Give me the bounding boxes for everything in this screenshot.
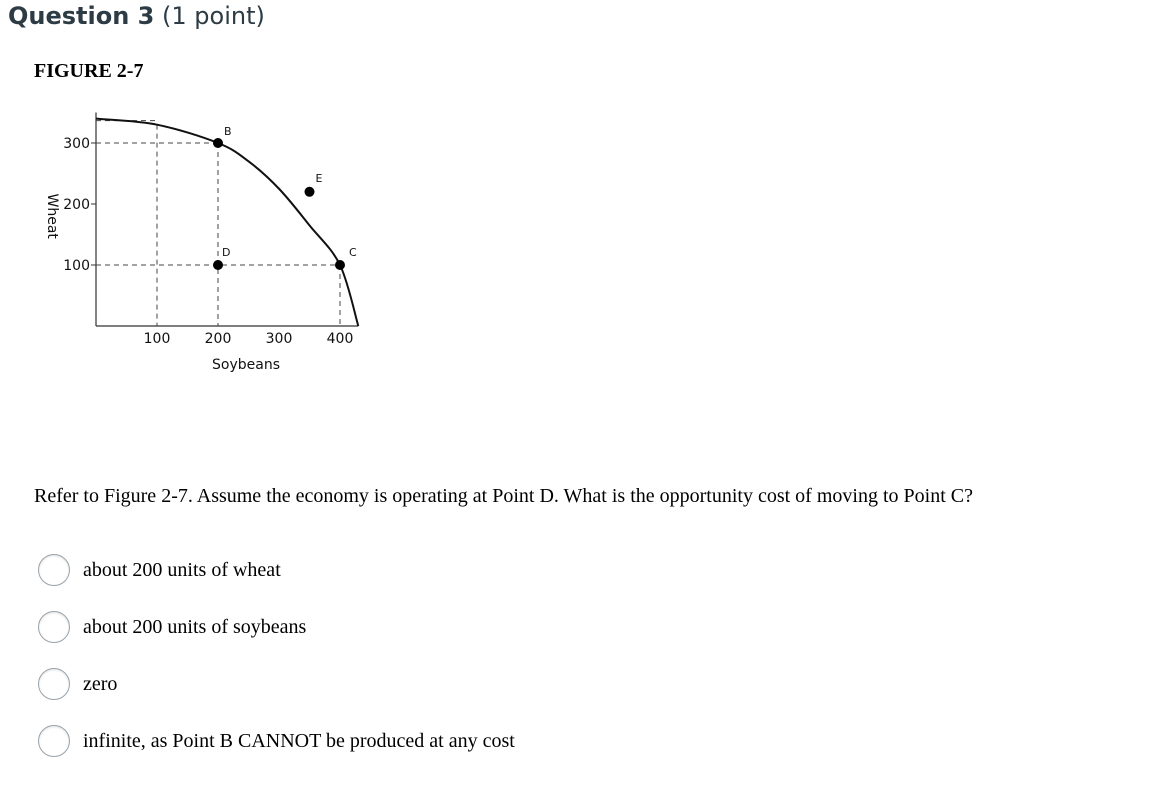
answer-radio-4[interactable]	[38, 725, 70, 757]
question-text: Refer to Figure 2-7. Assume the economy is operating at Point D. What is the opportunity cost of moving to Point C?	[34, 485, 973, 507]
answer-radio-1[interactable]	[38, 554, 70, 586]
answer-option-4[interactable]	[38, 723, 515, 759]
point-c	[335, 260, 345, 270]
y-tick-label: 100	[63, 258, 90, 274]
point-label-e: E	[315, 171, 323, 185]
point-label-c: C	[349, 246, 357, 259]
question-points: (1 point)	[162, 2, 265, 30]
answer-option-1[interactable]	[38, 552, 281, 588]
point-label-b: B	[224, 125, 232, 138]
x-tick-label: 400	[326, 331, 354, 347]
answer-label-2: about 200 units of soybeans	[83, 615, 307, 638]
y-tick-label: 300	[63, 136, 90, 152]
answer-option-2[interactable]	[38, 609, 306, 645]
x-tick-label: 200	[204, 331, 232, 347]
x-tick-label: 100	[143, 331, 171, 347]
point-d	[213, 260, 223, 270]
y-axis-label: Wheat	[44, 193, 60, 239]
question-title: Question 3	[8, 2, 155, 30]
x-tick-label: 300	[265, 331, 293, 347]
point-e	[305, 187, 315, 197]
x-axis-label: Soybeans	[212, 357, 280, 373]
figure-caption: FIGURE 2-7	[34, 60, 144, 82]
point-b	[213, 138, 223, 148]
answer-label-1: about 200 units of wheat	[83, 558, 281, 581]
answer-label-3: zero	[83, 672, 118, 695]
ppf-curve	[96, 119, 358, 326]
answer-radio-2[interactable]	[38, 611, 70, 643]
answer-radio-3[interactable]	[38, 668, 70, 700]
y-tick-label: 200	[63, 197, 90, 213]
answer-label-4: infinite, as Point B CANNOT be produced at any cost	[83, 729, 515, 752]
answer-option-3[interactable]	[38, 666, 117, 702]
point-label-d: D	[222, 246, 231, 259]
